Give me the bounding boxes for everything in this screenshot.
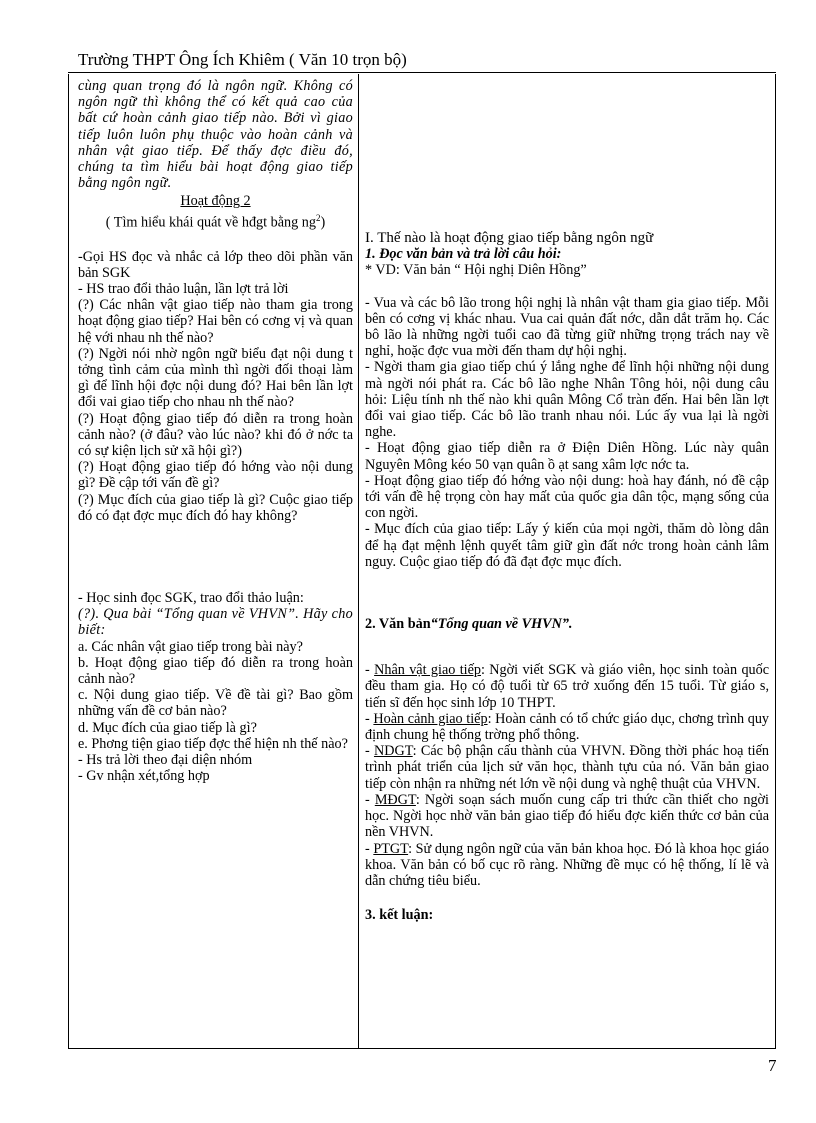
answer-5: - Mục đích của giao tiếp: Lấy ý kiến của mọi ngời, thăm dò lòng dân để hạ đạt mệnh lệnh quyết tâm giữ gìn đất nớc trong hoàn cảnh lâm nguy. Cuộc giao tiếp đó đã đạt đợc mục đích. (365, 521, 769, 570)
question-3: (?) Hoạt động giao tiếp đó diễn ra trong hoàn cảnh nào? (ở đâu? vào lúc nào? khi đó ở nớc ta có sự kiện lịch sử xã hội gì?) (78, 410, 353, 459)
page-header: Trường THPT Ông Ích Khiêm ( Văn 10 trọn bộ) (78, 50, 407, 69)
section-2-heading: 2. Văn bản“Tổng quan về VHVN”. (365, 616, 573, 633)
activity-subtitle: ( Tìm hiểu khái quát về hđgt bằng $ng^2$) (105, 212, 326, 231)
answer-2: - Ngời tham gia giao tiếp chú ý lắng nghe để lĩnh hội những nội dung mà ngời nói phát ra. Các bô lão nghe Nhân Tông hỏi, nội dung câu hỏi: Liệu tính nh thế nào khi quân Mông Cổ tràn đến. Hai bên lần lợt đổi vai giao tiếp. Các bô lão tranh nhau nói. Lúc ấy vua lại là ngời nghe. (365, 359, 769, 441)
answer-3: - Hoạt động giao tiếp diễn ra ở Điện Diên Hồng. Lúc này quân Nguyên Mông kéo 50 vạn quân ồ ạt sang xâm lợc nớc ta. (365, 440, 769, 473)
answer-4: - Hoạt động giao tiếp đó hớng vào nội dung: hoà hay đánh, nó đề cập tới vấn đề hệ trọng còn hay mất của quốc gia dân tộc, mạng sống của con ngời. (365, 472, 769, 522)
right-column (365, 78, 769, 923)
question-1: (?) Các nhân vật giao tiếp nào tham gia trong hoạt động giao tiếp? Hai bên có cơng vị và quan hệ với nhau nh thế nào? (78, 297, 353, 346)
left-paragraph-6: - Gv nhận xét,tổng hợp (78, 768, 210, 785)
purpose-answer: - MĐGT: Ngời soạn sách muốn cung cấp tri thức cần thiết cho ngời học. Ngời học nhờ văn bản giao tiếp đó hiểu đợc kiến thức cơ bản của nền VHVN. (365, 791, 769, 841)
column-divider (358, 74, 359, 1048)
means-answer: - PTGT: Sử dụng ngôn ngữ của văn bản khoa học. Đó là khoa học giáo khoa. Văn bản có bố cục rõ ràng. Những đề mục có hệ thống, lí lẽ và dẫn chứng tiêu biểu. (365, 840, 769, 889)
question-4: (?) Hoạt động giao tiếp đó hớng vào nội dung gì? Đề cập tới vấn đề gì? (78, 459, 353, 492)
question-5: (?) Mục đích của giao tiếp là gì? Cuộc giao tiếp đó có đạt đợc mục đích đó hay không? (78, 491, 353, 524)
page-number: 7 (768, 1056, 777, 1075)
left-paragraph-3: - Học sinh đọc SGK, trao đổi thảo luận: (78, 590, 304, 607)
intro-text: cùng quan trọng đó là ngôn ngữ. Không có ngôn ngữ thì không thể có kết quả cao của bất cứ hoàn cảnh giao tiếp nào. Bởi vì giao tiếp luôn luôn phụ thuộc vào hoàn cảnh và nhân vật giao tiếp. Để thấy đợc điều đó, chúng ta tìm hiểu bài hoạt động giao tiếp bằng ngôn ngữ. (78, 78, 353, 192)
left-paragraph-2: - HS trao đổi thảo luận, lần lợt trả lời (78, 280, 289, 297)
header-rule (68, 72, 776, 73)
content-answer: - NDGT: Các bộ phận cấu thành của VHVN. Đồng thời phác hoạ tiến trình phát triển của lịch sử văn học, thành tựu của nó. Văn bản giao tiếp còn nhận ra những nét lớn về nội dung và nghệ thuật của VHVN. (365, 743, 769, 792)
section-1-1-heading: 1. Đọc văn bản và trả lời câu hỏi: (365, 246, 562, 263)
question-e: e. Phơng tiện giao tiếp đợc thể hiện nh thế nào? (78, 735, 348, 752)
context-answer: - Hoàn cảnh giao tiếp: Hoàn cảnh có tổ chức giáo dục, chơng trình quy định chung hệ thống trờng phổ thông. (365, 710, 770, 744)
left-paragraph-4: (?). Qua bài “Tổng quan về VHVN”. Hãy cho biết: (78, 606, 353, 639)
lesson-table (68, 74, 776, 1049)
section-1-heading: I. Thế nào là hoạt động giao tiếp bằng ngôn ngữ (365, 230, 654, 246)
left-paragraph-1: -Gọi HS đọc và nhắc cả lớp theo dõi phần văn bản SGK (78, 248, 353, 281)
participants-answer: - Nhân vật giao tiếp: Ngời viết SGK và giáo viên, học sinh toàn quốc đều tham gia. Họ có độ tuổi từ 65 trở xuống đến 15 tuổi. Từ giáo s, tiến sĩ đến học sinh lớp 10 THPT. (365, 662, 770, 711)
question-2: (?) Ngời nói nhờ ngôn ngữ biểu đạt nội dung t tởng tình cảm của mình thì ngời đối thoại làm gì để lĩnh hội đợc nội dung đó? Hai bên lần lợt đổi vai giao tiếp cho nhau nh thế nào? (78, 345, 353, 411)
question-b: b. Hoạt động giao tiếp đó diễn ra trong hoàn cảnh nào? (78, 654, 353, 688)
example-label: * VD: Văn bản “ Hội nghị Diên Hồng” (365, 262, 587, 279)
question-a: a. Các nhân vật giao tiếp trong bài này? (78, 638, 303, 655)
conclusion-heading: 3. kết luận: (365, 907, 434, 924)
question-c: c. Nội dung giao tiếp. Về đề tài gì? Bao gồm những vấn đề cơ bản nào? (78, 687, 353, 720)
question-d: d. Mục đích của giao tiếp là gì? (78, 719, 257, 736)
answer-1: - Vua và các bô lão trong hội nghị là nhân vật tham gia giao tiếp. Mỗi bên có cơng vị khác nhau. Vua cai quản đất nớc, dẫn dắt trăm họ. Các bô lão là những ngời tuổi cao đã từng giữ những trọng trách nay về nghỉ, hoặc đợc vua mời đến tham dự hội nghị. (365, 294, 769, 360)
left-column (78, 78, 353, 784)
activity-title: Hoạt động 2 (180, 193, 251, 210)
left-paragraph-5: - Hs trả lời theo đại diện nhóm (78, 752, 253, 769)
